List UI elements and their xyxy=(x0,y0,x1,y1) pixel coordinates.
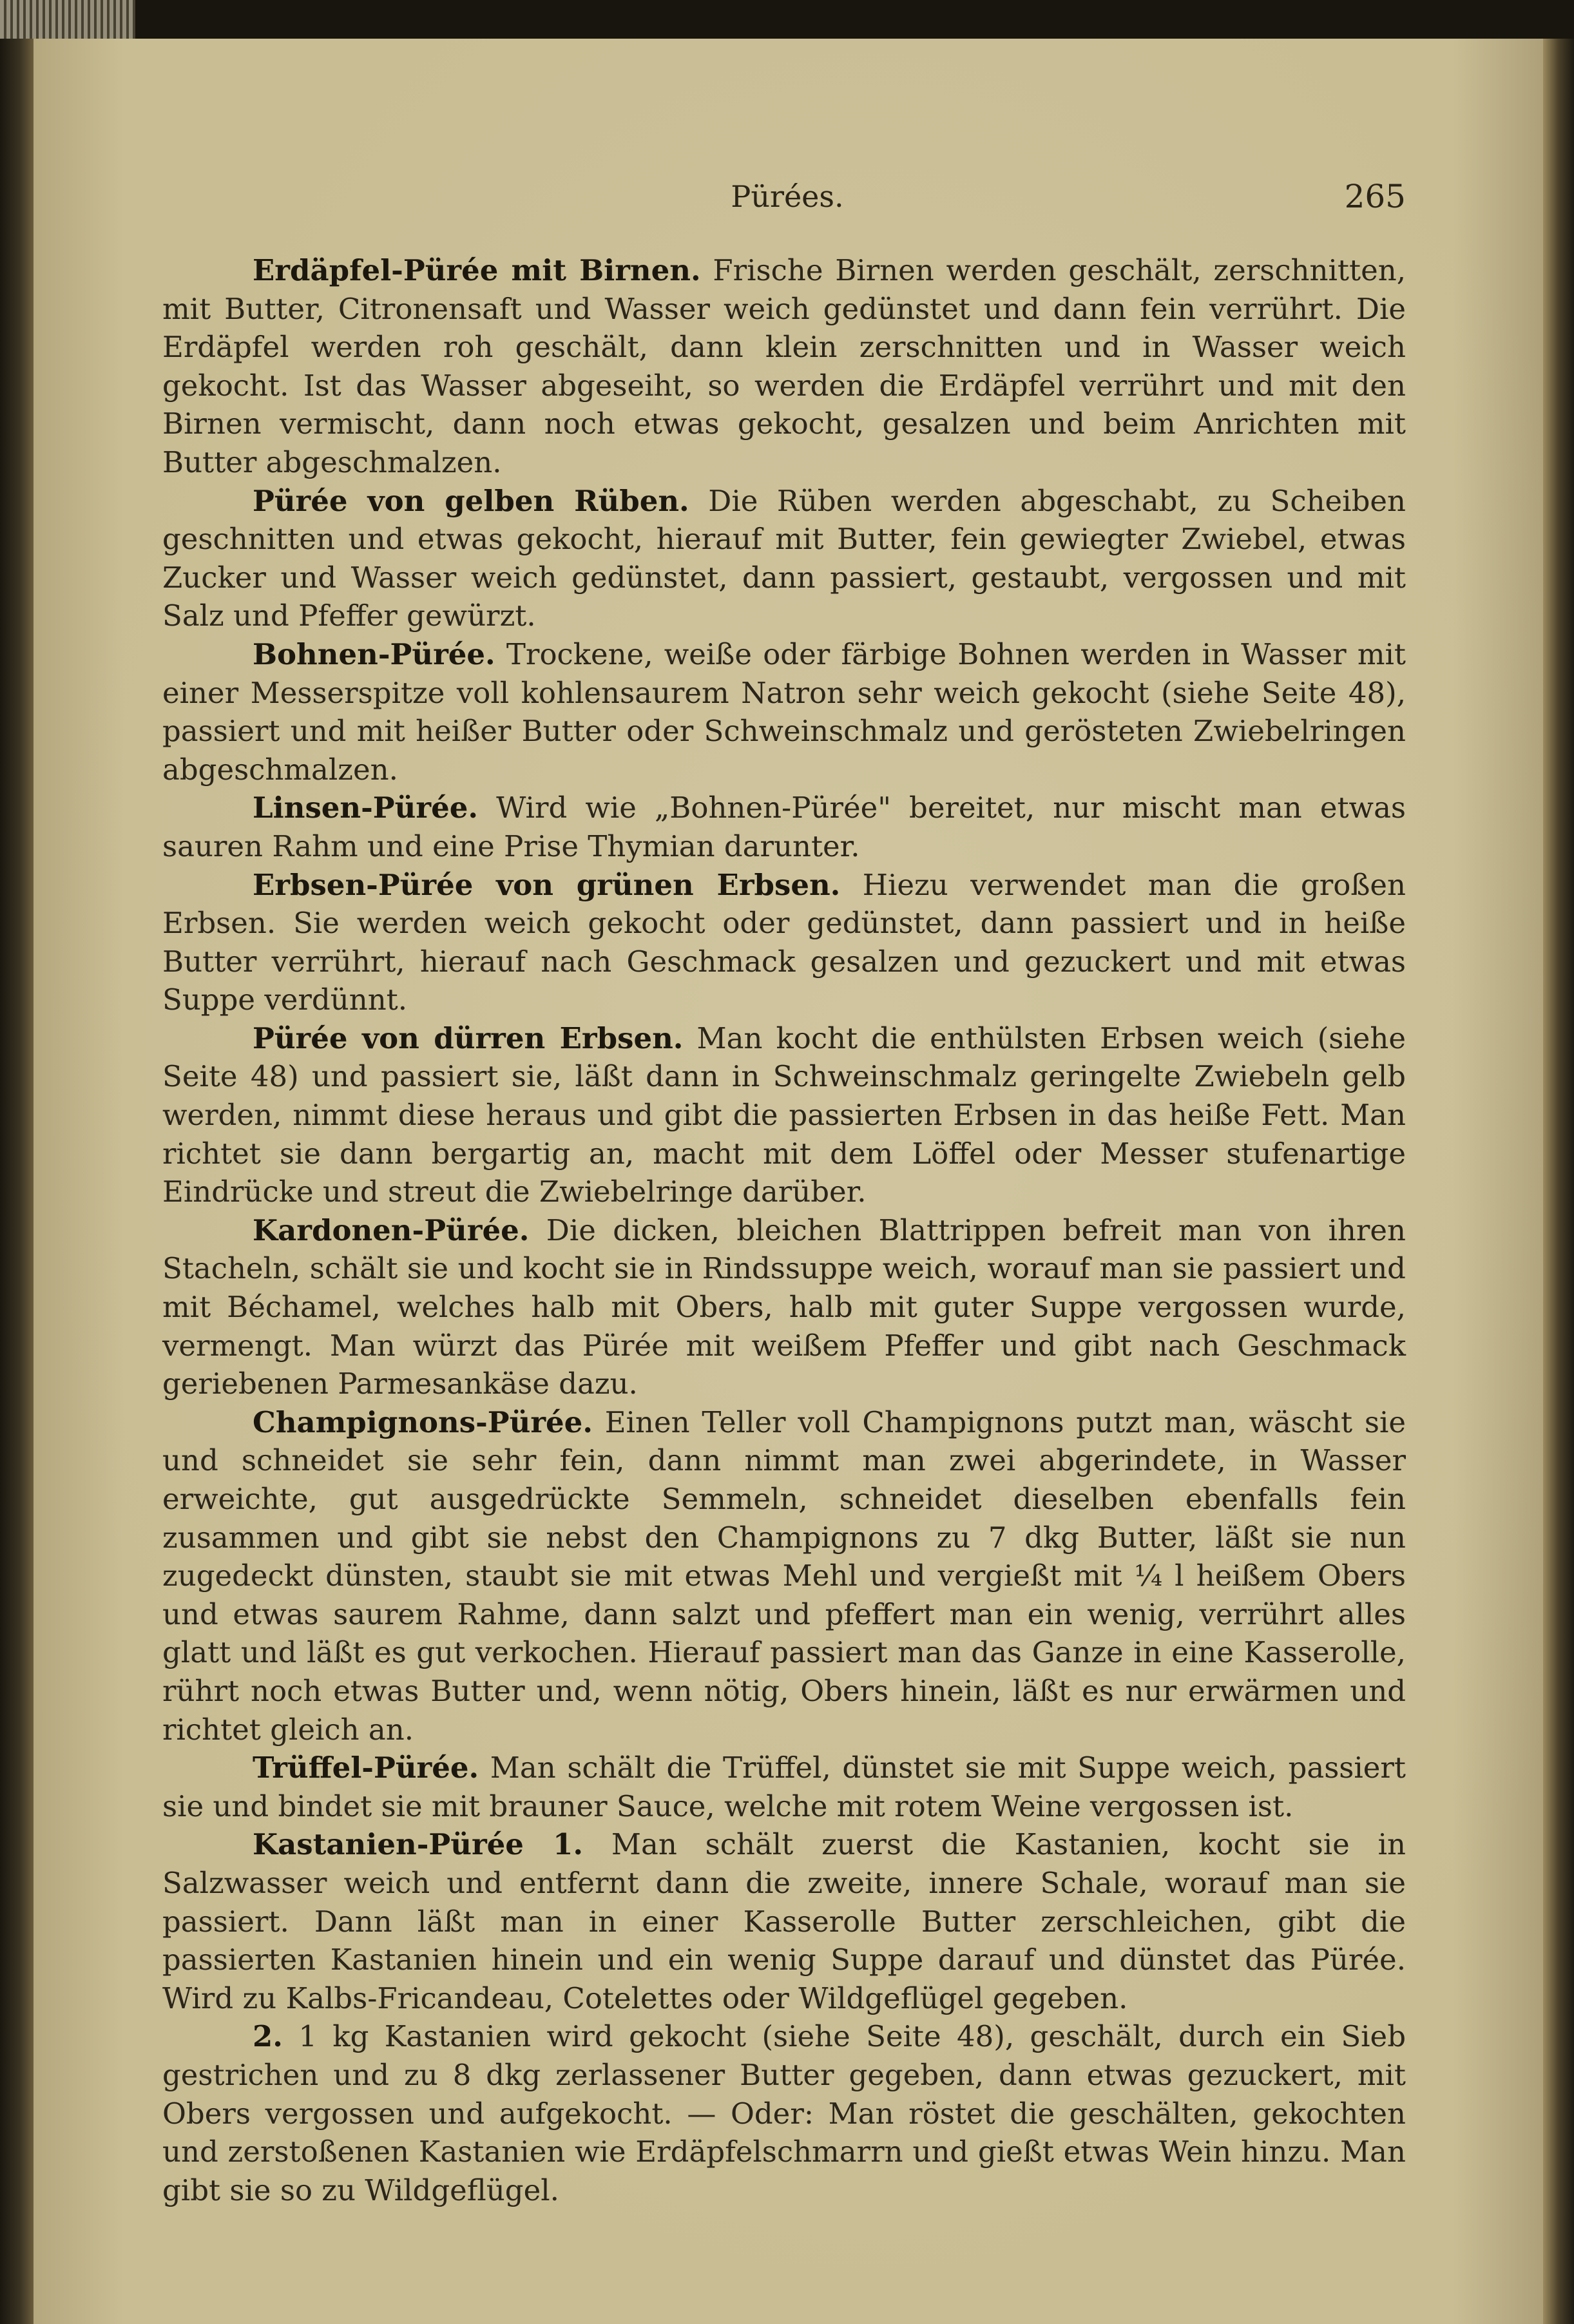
recipe-heading: Kastanien-Pürée 1. xyxy=(253,1827,584,1862)
book-spine-edge xyxy=(0,39,34,2324)
recipe-heading: Erdäpfel-Pürée mit Birnen. xyxy=(253,253,701,287)
recipe-erbsen-puree-gruen xyxy=(162,866,1406,1019)
recipe-erdaepfel-puree-mit-birnen xyxy=(162,251,1406,482)
page-header xyxy=(162,168,1406,226)
recipe-kastanien-puree-1 xyxy=(162,1825,1406,2017)
recipe-heading: Trüffel-Pürée. xyxy=(253,1751,479,1785)
recipe-body: Wird wie „Bohnen-Pürée" bereitet, nur mischt man etwas sauren Rahm und eine Prise Thymian darunter. xyxy=(162,791,1406,863)
recipe-body: Man schält die Trüffel, dünstet sie mit Suppe weich, passiert sie und bindet sie mit brauner Sauce, welche mit rotem Weine vergossen ist. xyxy=(162,1751,1406,1823)
recipe-heading: Kardonen-Pürée. xyxy=(253,1213,530,1247)
recipe-heading: Linsen-Pürée. xyxy=(253,791,479,825)
page-number: 265 xyxy=(1344,178,1406,215)
recipe-body: Man schält zuerst die Kastanien, kocht sie in Salzwasser weich und entfernt dann die zweite, innere Schale, worauf man sie passiert. Dann läßt man in einer Kasserolle Butter zerschleichen, gibt die passierten Kastanien hinein und ein wenig Suppe darauf und dünstet das Pürée. Wird zu Kalbs-Fricandeau, Cotelettes oder Wildgeflügel gegeben. xyxy=(162,1827,1406,2015)
recipe-body: Die dicken, bleichen Blattrippen befreit man von ihren Stacheln, schält sie und kocht sie in Rindssuppe weich, worauf man sie passiert und mit Béchamel, welches halb mit Obers, halb mit guter Suppe vergossen wurde, vermengt. Man würzt das Pürée mit weißem Pfeffer und gibt nach Geschmack geriebenen Parmesankäse dazu. xyxy=(162,1213,1406,1401)
recipe-heading: Pürée von gelben Rüben. xyxy=(253,483,689,518)
recipe-heading: Bohnen-Pürée. xyxy=(253,637,495,671)
page-fore-edge xyxy=(1543,39,1574,2324)
recipe-heading: Champignons-Pürée. xyxy=(253,1405,593,1439)
recipe-heading: Erbsen-Pürée von grünen Erbsen. xyxy=(253,867,841,902)
recipe-heading: Pürée von dürren Erbsen. xyxy=(253,1021,684,1055)
recipe-body: Die Rüben werden abgeschabt, zu Scheiben geschnitten und etwas gekocht, hierauf mit Butter, fein gewiegter Zwiebel, etwas Zucker und Wasser weich gedünstet, dann passiert, gestaubt, vergossen und mit Salz und Pfeffer gewürzt. xyxy=(162,483,1406,633)
recipe-kardonen-puree xyxy=(162,1211,1406,1403)
recipe-body: Einen Teller voll Champignons putzt man, wäscht sie und schneidet sie sehr fein, dann nimmt man zwei abgerindete, in Wasser erweichte, gut ausgedrückte Semmeln, schneidet dieselben ebenfalls fein zusammen und gibt sie nebst den Champignons zu 7 dkg Butter, läßt sie nun zugedeckt dünsten, staubt sie mit etwas Mehl und vergießt mit ¼ l heißem Obers und etwas saurem Rahme, dann salzt und pfeffert man ein wenig, verrührt alles glatt und läßt es gut verkochen. Hierauf passiert man das Ganze in eine Kasserolle, rührt noch etwas Butter und, wenn nötig, Obers hinein, läßt es nur erwärmen und richtet gleich an. xyxy=(162,1405,1406,1747)
recipe-heading: 2. xyxy=(253,2019,283,2054)
recipe-body: Frische Birnen werden geschält, zerschnitten, mit Butter, Citronensaft und Wasser weich gedünstet und dann fein verrührt. Die Erdäpfel werden roh geschält, dann klein zerschnitten und in Wasser weich gekocht. Ist das Wasser abgeseiht, so werden die Erdäpfel verrührt und mit den Birnen vermischt, dann noch etwas gekocht, gesalzen und beim Anrichten mit Butter abgeschmalzen. xyxy=(162,253,1406,479)
recipe-linsen-puree xyxy=(162,789,1406,865)
recipe-body: Trockene, weiße oder färbige Bohnen werden in Wasser mit einer Messerspitze voll kohlensaurem Natron sehr weich gekocht (siehe Seite 48), passiert und mit heißer Butter oder Schweinschmalz und gerösteten Zwiebelringen abgeschmalzen. xyxy=(162,637,1406,787)
recipe-trueffel-puree xyxy=(162,1749,1406,1825)
running-title: Pürées. xyxy=(731,179,844,214)
recipe-champignons-puree xyxy=(162,1403,1406,1749)
recipe-text xyxy=(162,251,1406,2209)
recipe-body: Hiezu verwendet man die großen Erbsen. Sie werden weich gekocht oder gedünstet, dann passiert und in heiße Butter verrührt, hierauf nach Geschmack gesalzen und gezuckert und mit etwas Suppe verdünnt. xyxy=(162,867,1406,1017)
recipe-body: 1 kg Kastanien wird gekocht (siehe Seite 48), geschält, durch ein Sieb gestrichen und zu 8 dkg zerlassener Butter gegeben, dann etwas gezuckert, mit Obers vergossen und aufgekocht. — Oder: Man röstet die geschälten, gekochten und zerstoßenen Kastanien wie Erdäpfelschmarrn und gießt etwas Wein hinzu. Man gibt sie so zu Wildgeflügel. xyxy=(162,2019,1406,2207)
recipe-body: Man kocht die enthülsten Erbsen weich (siehe Seite 48) und passiert sie, läßt dann in Schweinschmalz geringelte Zwiebeln gelb werden, nimmt diese heraus und gibt die passierten Erbsen in das heiße Fett. Man richtet sie dann bergartig an, macht mit dem Löffel oder Messer stufenartige Eindrücke und streut die Zwiebelringe darüber. xyxy=(162,1021,1406,1209)
recipe-puree-von-duerren-erbsen xyxy=(162,1019,1406,1211)
recipe-bohnen-puree xyxy=(162,635,1406,789)
book-page xyxy=(34,39,1543,2324)
scanner-background-top xyxy=(0,0,1574,39)
recipe-kastanien-puree-2 xyxy=(162,2017,1406,2209)
recipe-puree-von-gelben-rueben xyxy=(162,482,1406,635)
